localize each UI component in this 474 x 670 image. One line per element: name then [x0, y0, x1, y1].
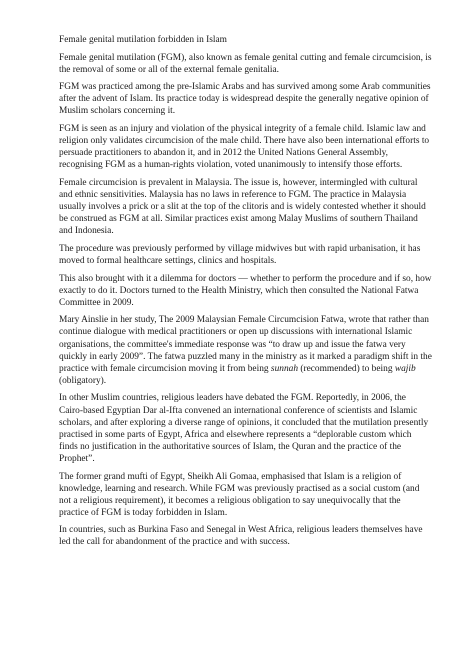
paragraph-malaysia-prevalence [59, 177, 432, 237]
paragraph-doctors-dilemma [59, 273, 432, 309]
paragraph-text: (recommended) to being [298, 363, 395, 374]
paragraph-procedure-midwives [59, 243, 432, 267]
term-wajib: wajib [394, 363, 416, 374]
paragraph-text: Female circumcision is prevalent in Malaysia. The issue is, however, intermingled with cultural and ethnic sensitivities. Malaysia has no laws in reference to FGM. The practice in Malaysia usually involves a prick or a slit at the top of the clitoris and is widely contested whether it should be construed as FGM at all. Similar practices exist among Malay Muslims of southern Thailand and Indonesia. [59, 177, 426, 237]
paragraph-text: The former grand mufti of Egypt, Sheikh Ali Gomaa, emphasised that Islam is a religion of knowledge, learning and research. While FGM was previously practised as a social custom (and not a religious requirement), it becomes a religious obligation to say unequivocally that the practice of FGM is today forbidden in Islam. [59, 471, 420, 518]
paragraph-text: Mary Ainslie in her study, The 2009 Malaysian Female Circumcision Fatwa, wrote that rather than continue dialogue with medical practitioners or open up discussions with international Islamic organisations, the committee's immediate response was “to draw up and issue the fatwa very quickly in early 2009”. The fatwa puzzled many in the ministry as it marked a paradigm shift in the practice with female circumcision moving it from being [59, 315, 432, 374]
paragraph-text: FGM was practiced among the pre-Islamic Arabs and has survived among some Arab communities after the advent of Islam. Its practice today is widespread despite the generally negative opinion of Muslim scholars concerning it. [59, 82, 431, 117]
paragraph-text: In countries, such as Burkina Faso and Senegal in West Africa, religious leaders themselves have led the call for abandonment of the practice and with success. [59, 525, 423, 548]
paragraph-west-africa [59, 524, 432, 548]
paragraph-text: (obligatory). [59, 375, 107, 386]
paragraph-text: FGM is seen as an injury and violation of the physical integrity of a female child. Islamic law and religion only validates circumcision of the male child. There have also been international efforts to persuade practitioners to abandon it, and in 2012 the United Nations General Assembly, recognising FGM as a human-rights violation, voted unanimously to intensify those efforts. [59, 124, 430, 171]
paragraph-injury-violation [59, 123, 432, 171]
document-title: Female genital mutilation forbidden in Islam [59, 35, 227, 45]
paragraph-other-muslim-countries [59, 392, 432, 465]
paragraph-fgm-definition [59, 52, 432, 76]
paragraph-text: In other Muslim countries, religious leaders have debated the FGM. Reportedly, in 2006, the Cairo-based Egyptian Dar al-Ifta convened an international conference of scientists and Islamic scholars, and after exploring a diverse range of opinions, it concluded that the mutilation presently practised in some parts of Egypt, Africa and elsewhere represents a “deplorable custom which finds no justification in the authoritative sources of Islam, the Quran and the practice of the Prophet”. [59, 393, 429, 464]
paragraph-text: This also brought with it a dilemma for doctors — whether to perform the procedure and if so, how exactly to do it. Doctors turned to the Health Ministry, which then consulted the National Fatwa Committee in 2009. [59, 273, 432, 308]
paragraph-grand-mufti [59, 471, 432, 519]
term-sunnah: sunnah [270, 363, 299, 374]
document-page [59, 34, 432, 554]
paragraph-pre-islamic-practice [59, 81, 432, 117]
paragraph-text: The procedure was previously performed by village midwives but with rapid urbanisation, it has moved to formal healthcare settings, clinics and hospitals. [59, 243, 421, 266]
paragraph-text: Female genital mutilation (FGM), also known as female genital cutting and female circumcision, is the removal of some or all of the external female genitalia. [59, 52, 432, 75]
paragraph-ainslie-study [59, 314, 432, 387]
